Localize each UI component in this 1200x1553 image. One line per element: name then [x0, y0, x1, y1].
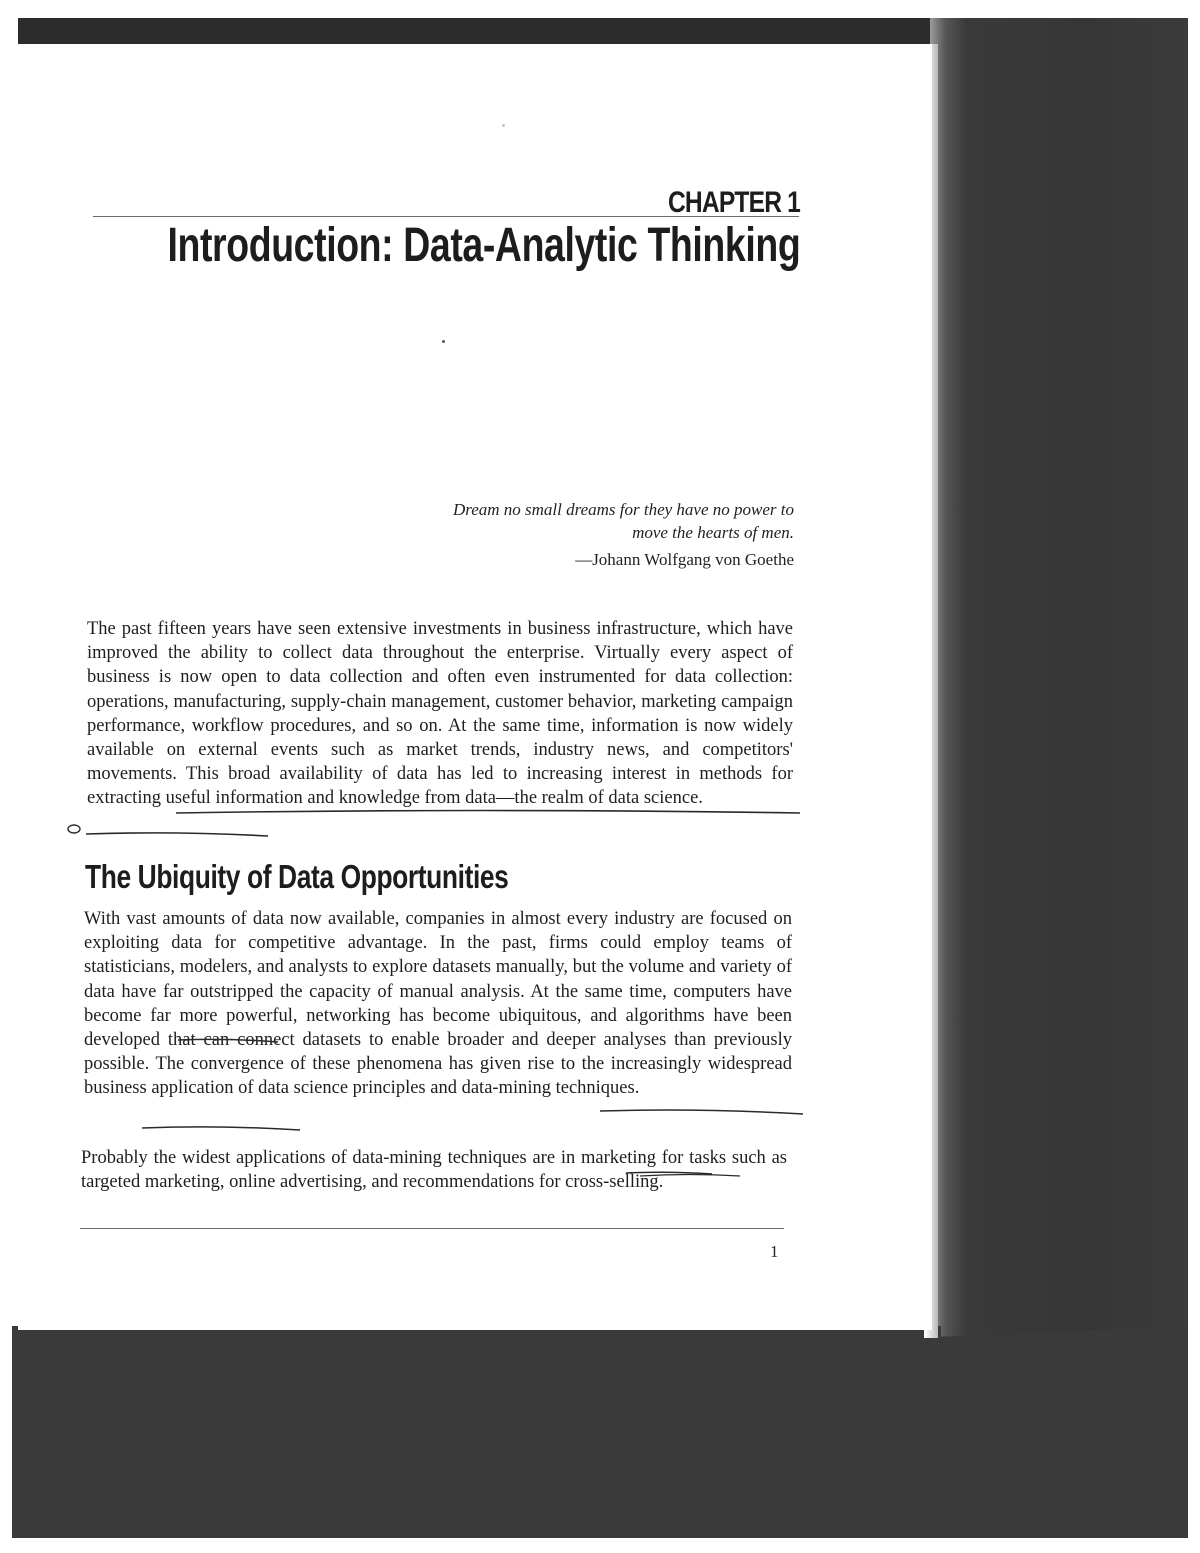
scan-shadow-right — [930, 18, 1188, 1538]
section-heading: The Ubiquity of Data Opportunities — [85, 858, 509, 895]
chapter-title: Introduction: Data-Analytic Thinking — [167, 219, 800, 272]
scan-speck — [502, 124, 505, 127]
section-paragraph-1: With vast amounts of data now available, companies in almost every industry are focused on exploiting data for competitive advantage. In the past, firms could employ teams of statisticians, modelers, and analysts to explore datasets manually, but the volume and variety of data have far outstripped the capacity of manual analysis. At the same time, computers have become far more powerful, networking has become ubiquitous, and algorithms have been developed that can connect datasets to enable broader and deeper analyses than previously possible. The convergence of these phenomena has given rise to the increasingly widespread business application of data science principles and data-mining techniques. — [84, 909, 792, 1099]
section-paragraph-2: Probably the widest applications of data-mining techniques are in marketing for tasks such as targeted marketing, online advertising, and recommendations for cross-selling. — [81, 1148, 787, 1193]
epigraph-attribution: —Johann Wolfgang von Goethe — [575, 550, 794, 569]
intro-paragraph: The past fifteen years have seen extensive investments in business infrastructure, which have improved the ability to collect data throughout the enterprise. Virtually every aspect of business is now open to data collection and often even instrumented for data collection: operations, manufacturing, supply-chain management, customer behavior, marketing campaign performance, workflow procedures, and so on. At the same time, information is now widely available on external events such as market trends, industry news, and competitors' movements. This broad availability of data has led to increasing interest in methods for extracting useful information and knowledge from data—the realm of data science. — [87, 619, 793, 809]
epigraph-quote: Dream no small dreams for they have no power to move the hearts of men. — [452, 500, 794, 542]
scan-shadow-bottom — [12, 1326, 1188, 1538]
page-number: 1 — [770, 1242, 779, 1261]
epigraph — [420, 498, 794, 571]
scan-speck — [442, 340, 445, 343]
chapter-label: CHAPTER 1 — [667, 186, 800, 219]
footer-rule — [80, 1228, 784, 1229]
